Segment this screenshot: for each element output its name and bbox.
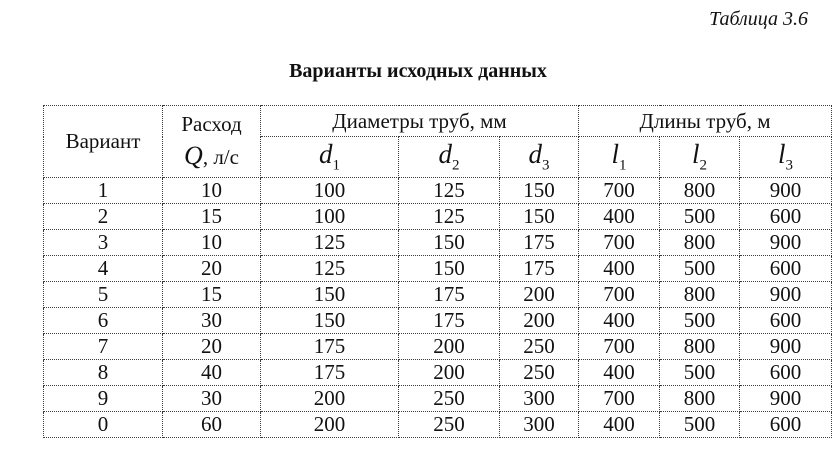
cell-flow: 10: [163, 178, 261, 204]
cell-variant: 0: [44, 412, 163, 438]
cell-flow: 60: [163, 412, 261, 438]
table-row: [44, 178, 832, 204]
cell-d1: 150: [261, 282, 399, 308]
header-flow: [163, 106, 261, 178]
cell-flow: 10: [163, 230, 261, 256]
cell-d2: 250: [399, 386, 500, 412]
cell-l1: 400: [579, 256, 660, 282]
header-diameters-group: Диаметры труб, мм: [261, 106, 579, 137]
table-row: [44, 360, 832, 386]
table-title: Варианты исходных данных: [289, 60, 547, 82]
cell-d3: 250: [500, 334, 579, 360]
cell-d1: 100: [261, 204, 399, 230]
cell-flow: 30: [163, 386, 261, 412]
flow-unit: , л/с: [202, 145, 239, 169]
header-flow-unit-line: [163, 143, 260, 169]
cell-variant: 7: [44, 334, 163, 360]
cell-l1: 700: [579, 230, 660, 256]
cell-flow: 20: [163, 256, 261, 282]
cell-d1: 200: [261, 386, 399, 412]
cell-l3: 600: [740, 412, 832, 438]
cell-variant: 9: [44, 386, 163, 412]
cell-l3: 900: [740, 282, 832, 308]
cell-d1: 175: [261, 334, 399, 360]
cell-d1: 175: [261, 360, 399, 386]
cell-d3: 175: [500, 230, 579, 256]
cell-variant: 3: [44, 230, 163, 256]
cell-d2: 175: [399, 308, 500, 334]
cell-l2: 500: [660, 308, 740, 334]
cell-l2: 800: [660, 178, 740, 204]
cell-d3: 200: [500, 308, 579, 334]
cell-d2: 125: [399, 178, 500, 204]
cell-l1: 700: [579, 178, 660, 204]
header-d1: $d_1$: [261, 137, 399, 178]
cell-d3: 150: [500, 204, 579, 230]
cell-d1: 100: [261, 178, 399, 204]
table-row: [44, 386, 832, 412]
cell-l2: 500: [660, 204, 740, 230]
cell-l2: 500: [660, 360, 740, 386]
cell-d1: 150: [261, 308, 399, 334]
cell-flow: 30: [163, 308, 261, 334]
cell-l1: 400: [579, 204, 660, 230]
cell-d1: 125: [261, 230, 399, 256]
cell-l1: 400: [579, 308, 660, 334]
header-variant: Вариант: [44, 106, 163, 178]
cell-d3: 300: [500, 386, 579, 412]
cell-d3: 150: [500, 178, 579, 204]
header-l2: $l_2$: [660, 137, 740, 178]
table-row: [44, 334, 832, 360]
cell-l3: 900: [740, 230, 832, 256]
cell-l2: 500: [660, 256, 740, 282]
cell-flow: 40: [163, 360, 261, 386]
cell-variant: 1: [44, 178, 163, 204]
cell-l1: 400: [579, 412, 660, 438]
header-row-top: [44, 106, 832, 137]
cell-d1: 200: [261, 412, 399, 438]
cell-l1: 700: [579, 334, 660, 360]
table-row: [44, 412, 832, 438]
table-number-label: Таблица 3.6: [709, 8, 808, 30]
cell-variant: 8: [44, 360, 163, 386]
cell-l3: 600: [740, 204, 832, 230]
cell-variant: 2: [44, 204, 163, 230]
cell-d3: 250: [500, 360, 579, 386]
cell-d2: 125: [399, 204, 500, 230]
cell-l3: 900: [740, 334, 832, 360]
header-l1: $l_1$: [579, 137, 660, 178]
cell-l2: 800: [660, 334, 740, 360]
cell-d3: 300: [500, 412, 579, 438]
cell-l2: 800: [660, 230, 740, 256]
header-flow-label: Расход: [181, 112, 242, 136]
cell-variant: 6: [44, 308, 163, 334]
cell-d2: 200: [399, 360, 500, 386]
cell-d2: 200: [399, 334, 500, 360]
cell-d2: 150: [399, 230, 500, 256]
table-row: [44, 308, 832, 334]
cell-l2: 800: [660, 386, 740, 412]
cell-l3: 600: [740, 360, 832, 386]
table-row: [44, 256, 832, 282]
cell-l1: 400: [579, 360, 660, 386]
cell-variant: 5: [44, 282, 163, 308]
cell-variant: 4: [44, 256, 163, 282]
cell-d2: 150: [399, 256, 500, 282]
cell-l1: 700: [579, 282, 660, 308]
cell-l3: 900: [740, 386, 832, 412]
cell-d3: 175: [500, 256, 579, 282]
cell-l2: 500: [660, 412, 740, 438]
cell-d2: 175: [399, 282, 500, 308]
cell-flow: 15: [163, 282, 261, 308]
table-body: [44, 178, 832, 438]
header-d3: $d_3$: [500, 137, 579, 178]
cell-l3: 900: [740, 178, 832, 204]
table-row: [44, 204, 832, 230]
table-row: [44, 282, 832, 308]
cell-flow: 20: [163, 334, 261, 360]
variants-table: [43, 105, 832, 438]
cell-l3: 600: [740, 308, 832, 334]
header-d2: $d_2$: [399, 137, 500, 178]
header-l3: $l_3$: [740, 137, 832, 178]
cell-d1: 125: [261, 256, 399, 282]
cell-l1: 700: [579, 386, 660, 412]
flow-symbol: Q: [184, 141, 203, 170]
table-row: [44, 230, 832, 256]
cell-l3: 600: [740, 256, 832, 282]
cell-d2: 250: [399, 412, 500, 438]
cell-l2: 800: [660, 282, 740, 308]
header-lengths-group: Длины труб, м: [579, 106, 832, 137]
cell-flow: 15: [163, 204, 261, 230]
cell-d3: 200: [500, 282, 579, 308]
